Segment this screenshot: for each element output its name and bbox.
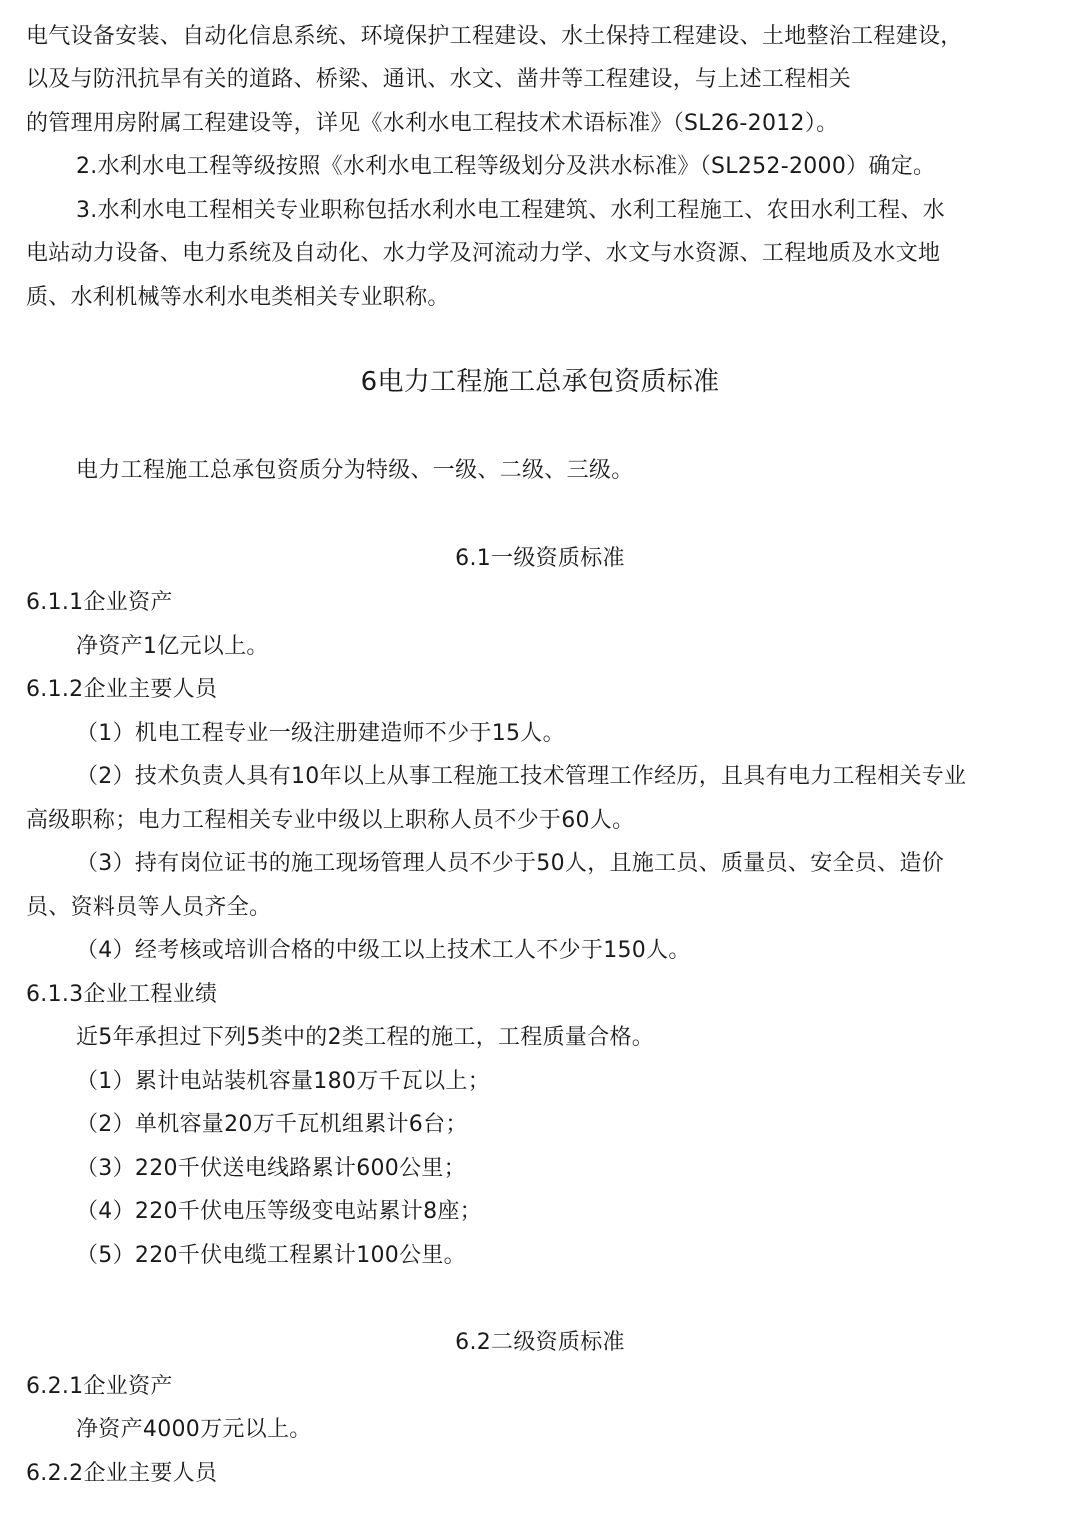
intro-paragraph-1-line-2: 以及与防汛抗旱有关的道路、桥梁、通讯、水文、凿井等工程建设，与上述工程相关 xyxy=(26,67,852,92)
intro-paragraph-2: 2.水利水电工程等级按照《水利水电工程等级划分及洪水标准》（SL252-2000）确定。 xyxy=(76,154,936,179)
section-6-1-title: 6.1一级资质标准 xyxy=(455,546,625,571)
performance-item-5: （5）220千伏电缆工程累计100公里。 xyxy=(76,1243,466,1268)
intro-paragraph-3-line-1: 3.水利水电工程相关专业职称包括水利水电工程建筑、水利工程施工、农田水利工程、水 xyxy=(76,198,945,223)
personnel-item-2-line-2: 高级职称；电力工程相关专业中级以上职称人员不少于60人。 xyxy=(26,808,635,833)
personnel-item-3-line-1: （3）持有岗位证书的施工现场管理人员不少于50人，且施工员、质量员、安全员、造价 xyxy=(76,851,944,876)
performance-intro: 近5年承担过下列5类中的2类工程的施工，工程质量合格。 xyxy=(76,1025,655,1050)
heading-6-1-3: 6.1.3企业工程业绩 xyxy=(26,982,218,1007)
section-6-intro: 电力工程施工总承包资质分为特级、一级、二级、三级。 xyxy=(76,458,634,483)
intro-paragraph-3-line-2: 电站动力设备、电力系统及自动化、水力学及河流动力学、水文与水资源、工程地质及水文地 xyxy=(26,241,941,266)
intro-paragraph-3-line-3: 质、水利机械等水利水电类相关专业职称。 xyxy=(26,285,450,310)
personnel-item-1: （1）机电工程专业一级注册建造师不少于15人。 xyxy=(76,721,565,746)
heading-6-2-1: 6.2.1企业资产 xyxy=(26,1374,173,1399)
heading-6-1-1: 6.1.1企业资产 xyxy=(26,590,173,615)
section-6-2-title: 6.2二级资质标准 xyxy=(455,1330,625,1355)
performance-item-1: （1）累计电站装机容量180万千瓦以上； xyxy=(76,1069,490,1094)
personnel-item-4: （4）经考核或培训合格的中级工以上技术工人不少于150人。 xyxy=(76,938,691,963)
section-6-title: 6电力工程施工总承包资质标准 xyxy=(360,367,720,397)
heading-6-1-2: 6.1.2企业主要人员 xyxy=(26,677,218,702)
net-assets-6-2-1: 净资产4000万元以上。 xyxy=(76,1417,312,1442)
net-assets-6-1-1: 净资产1亿元以上。 xyxy=(76,634,269,659)
heading-6-2-2: 6.2.2企业主要人员 xyxy=(26,1461,218,1486)
performance-item-4: （4）220千伏电压等级变电站累计8座； xyxy=(76,1199,482,1224)
performance-item-2: （2）单机容量20万千瓦机组累计6台； xyxy=(76,1112,468,1137)
intro-paragraph-1-line-3: 的管理用房附属工程建设等，详见《水利水电工程技术术语标准》（SL26-2012）。 xyxy=(26,111,839,136)
personnel-item-3-line-2: 员、资料员等人员齐全。 xyxy=(26,895,272,920)
personnel-item-2-line-1: （2）技术负责人具有10年以上从事工程施工技术管理工作经历，且具有电力工程相关专业 xyxy=(76,764,967,789)
performance-item-3: （3）220千伏送电线路累计600公里； xyxy=(76,1156,466,1181)
intro-paragraph-1-line-1: 电气设备安装、自动化信息系统、环境保护工程建设、水土保持工程建设、土地整治工程建设， xyxy=(26,24,963,49)
